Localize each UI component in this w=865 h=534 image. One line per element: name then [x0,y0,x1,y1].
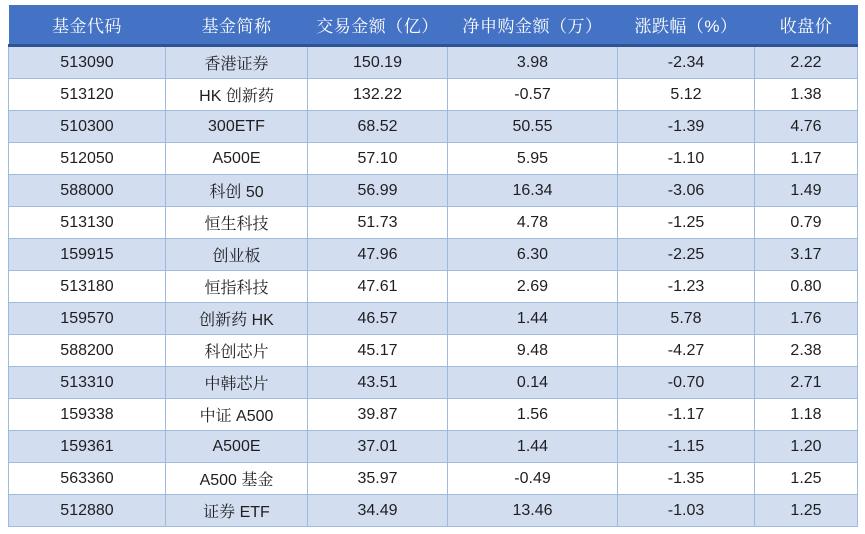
cell-fund-name: A500E [166,143,308,175]
table-row [9,271,858,303]
cell-fund-code: 159338 [9,399,166,431]
cell-fund-name: A500E [166,431,308,463]
cell-fund-code: 588200 [9,335,166,367]
table-row [9,239,858,271]
cell-trade-amount: 51.73 [308,207,448,239]
cell-fund-code: 159570 [9,303,166,335]
cell-close-price: 1.38 [755,79,858,111]
cell-net-subscription: 13.46 [448,495,618,527]
table-row [9,335,858,367]
cell-close-price: 3.17 [755,239,858,271]
cell-close-price: 0.80 [755,271,858,303]
cell-fund-name: 中韩芯片 [166,367,308,399]
cell-fund-code: 513120 [9,79,166,111]
cell-fund-name: 香港证券 [166,46,308,79]
cell-net-subscription: 1.44 [448,431,618,463]
cell-change-pct: -1.10 [618,143,755,175]
cell-fund-code: 159361 [9,431,166,463]
cell-trade-amount: 35.97 [308,463,448,495]
cell-fund-name: 恒生科技 [166,207,308,239]
cell-net-subscription: 5.95 [448,143,618,175]
cell-fund-code: 513090 [9,46,166,79]
cell-change-pct: -0.70 [618,367,755,399]
table-row [9,207,858,239]
cell-trade-amount: 56.99 [308,175,448,207]
cell-fund-name: 恒指科技 [166,271,308,303]
cell-fund-name: 科创 50 [166,175,308,207]
cell-trade-amount: 43.51 [308,367,448,399]
fund-table [8,5,858,527]
cell-fund-name: 300ETF [166,111,308,143]
cell-fund-code: 159915 [9,239,166,271]
cell-change-pct: -1.03 [618,495,755,527]
cell-trade-amount: 132.22 [308,79,448,111]
cell-net-subscription: 2.69 [448,271,618,303]
column-header-close-price: 收盘价 [755,5,858,46]
cell-fund-code: 513130 [9,207,166,239]
cell-close-price: 1.20 [755,431,858,463]
column-header-net-subscription: 净申购金额（万） [448,5,618,46]
cell-net-subscription: 50.55 [448,111,618,143]
fund-table-body [9,46,858,527]
cell-trade-amount: 37.01 [308,431,448,463]
cell-fund-name: 创业板 [166,239,308,271]
cell-change-pct: -1.17 [618,399,755,431]
cell-close-price: 0.79 [755,207,858,239]
cell-change-pct: -1.35 [618,463,755,495]
cell-change-pct: -2.25 [618,239,755,271]
column-header-change-pct: 涨跌幅（%） [618,5,755,46]
table-row [9,79,858,111]
table-row [9,367,858,399]
cell-net-subscription: 6.30 [448,239,618,271]
column-header-fund-name: 基金简称 [166,5,308,46]
cell-change-pct: -3.06 [618,175,755,207]
table-row [9,303,858,335]
table-row [9,399,858,431]
cell-fund-name: 科创芯片 [166,335,308,367]
cell-change-pct: -1.39 [618,111,755,143]
cell-close-price: 1.25 [755,463,858,495]
cell-change-pct: 5.78 [618,303,755,335]
cell-fund-name: A500 基金 [166,463,308,495]
cell-net-subscription: -0.49 [448,463,618,495]
table-row [9,175,858,207]
cell-change-pct: -1.25 [618,207,755,239]
table-row [9,143,858,175]
cell-fund-name: 中证 A500 [166,399,308,431]
column-header-fund-code: 基金代码 [9,5,166,46]
cell-change-pct: -1.15 [618,431,755,463]
table-row [9,111,858,143]
cell-trade-amount: 39.87 [308,399,448,431]
table-row [9,463,858,495]
cell-fund-name: HK 创新药 [166,79,308,111]
cell-trade-amount: 46.57 [308,303,448,335]
cell-close-price: 1.25 [755,495,858,527]
cell-change-pct: -4.27 [618,335,755,367]
cell-fund-code: 513180 [9,271,166,303]
cell-net-subscription: 4.78 [448,207,618,239]
cell-trade-amount: 150.19 [308,46,448,79]
cell-close-price: 1.17 [755,143,858,175]
cell-change-pct: 5.12 [618,79,755,111]
cell-close-price: 1.49 [755,175,858,207]
column-header-trade-amount: 交易金额（亿） [308,5,448,46]
cell-trade-amount: 45.17 [308,335,448,367]
cell-close-price: 2.22 [755,46,858,79]
cell-net-subscription: -0.57 [448,79,618,111]
cell-net-subscription: 0.14 [448,367,618,399]
cell-net-subscription: 1.44 [448,303,618,335]
cell-trade-amount: 47.61 [308,271,448,303]
cell-fund-code: 510300 [9,111,166,143]
cell-trade-amount: 47.96 [308,239,448,271]
cell-fund-name: 证券 ETF [166,495,308,527]
table-row [9,46,858,79]
cell-close-price: 1.76 [755,303,858,335]
fund-table-header [9,5,858,46]
cell-trade-amount: 34.49 [308,495,448,527]
cell-fund-code: 512880 [9,495,166,527]
cell-fund-code: 563360 [9,463,166,495]
cell-close-price: 2.38 [755,335,858,367]
cell-fund-code: 588000 [9,175,166,207]
header-row [9,5,858,46]
cell-close-price: 1.18 [755,399,858,431]
cell-close-price: 2.71 [755,367,858,399]
cell-net-subscription: 3.98 [448,46,618,79]
cell-net-subscription: 1.56 [448,399,618,431]
cell-net-subscription: 16.34 [448,175,618,207]
cell-net-subscription: 9.48 [448,335,618,367]
cell-fund-code: 512050 [9,143,166,175]
cell-trade-amount: 57.10 [308,143,448,175]
cell-close-price: 4.76 [755,111,858,143]
table-row [9,431,858,463]
cell-fund-code: 513310 [9,367,166,399]
table-row [9,495,858,527]
cell-change-pct: -1.23 [618,271,755,303]
cell-change-pct: -2.34 [618,46,755,79]
cell-fund-name: 创新药 HK [166,303,308,335]
cell-trade-amount: 68.52 [308,111,448,143]
